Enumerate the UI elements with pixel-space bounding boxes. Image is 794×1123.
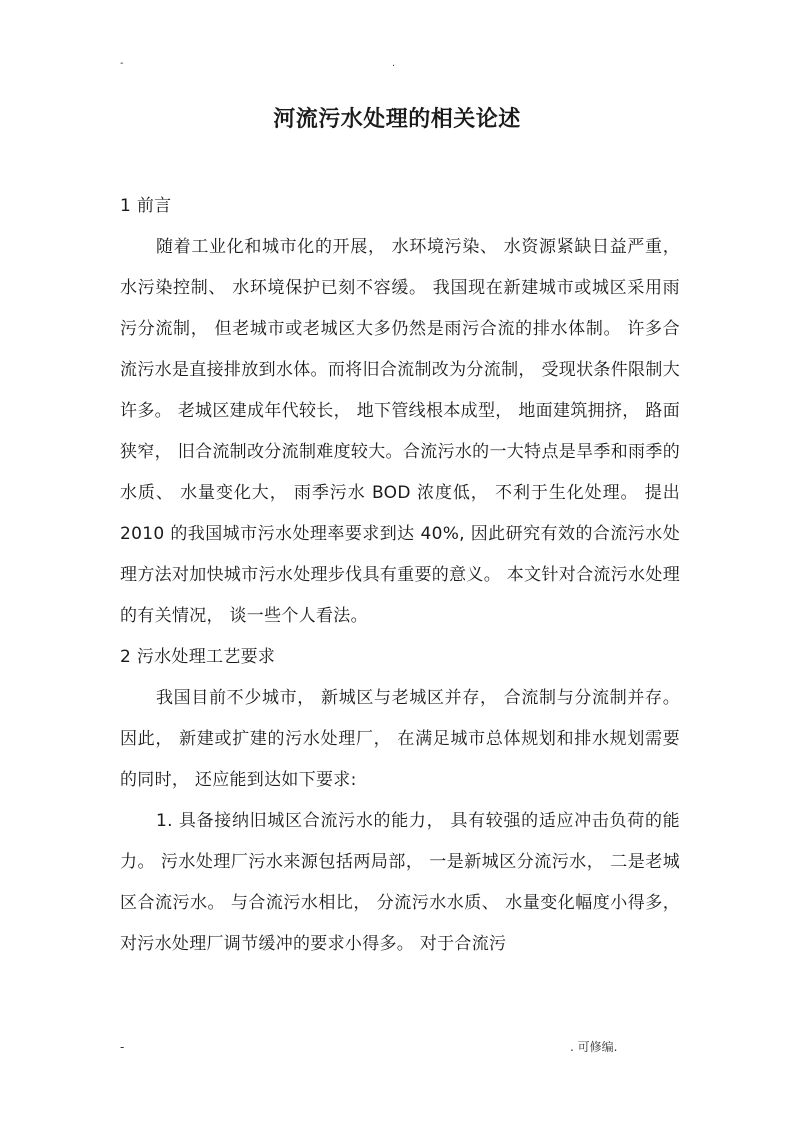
section-heading-process-requirements: 2 污水处理工艺要求 xyxy=(120,647,276,667)
document-body xyxy=(120,186,680,965)
paragraph-preface: 随着工业化和城市化的开展， 水环境污染、 水资源紧缺日益严重， 水污染控制、 水环境保护已刻不容缓。 我国现在新建城市或城区采用雨污分流制， 但老城市或老城区大多仍然是雨污合流的排水体制。 许多合流污水是直接排放到水体。而将旧合流制改为分流制， 受现状条件限制大许多。 老城区建成年代较长， 地下管线根本成型， 地面建筑拥挤， 路面狭窄， 旧合流制改分流制难度较大。合流污水的一大特点是旱季和雨季的水质、 水量变化大， 雨季污水 BOD 浓度低， 不利于生化处理。 提出 2010 的我国城市污水处理率要求到达 40%, 因此研究有效的合流污水处理方法对加快城市污水处理步伐具有重要的意义。 本文针对合流污水处理的有关情况， 谈一些个人看法。 xyxy=(120,237,680,626)
footer-left-mark: - xyxy=(120,1040,125,1054)
header-center-mark: . xyxy=(392,58,396,69)
section-heading-preface: 1 前言 xyxy=(120,196,172,216)
header-left-mark: - xyxy=(120,58,124,69)
paragraph-requirement-1: 1. 具备接纳旧城区合流污水的能力， 具有较强的适应冲击负荷的能力。 污水处理厂污水来源包括两局部， 一是新城区分流污水， 二是老城区合流污水。 与合流污水相比， 分流污水水质、 水量变化幅度小得多， 对污水处理厂调节缓冲的要求小得多。 对于合流污 xyxy=(120,811,680,954)
paragraph-process-intro: 我国目前不少城市， 新城区与老城区并存， 合流制与分流制并存。 因此， 新建或扩建的污水处理厂， 在满足城市总体规划和排水规划需要的同时， 还应能到达如下要求: xyxy=(120,688,680,790)
document-title: 河流污水处理的相关论述 xyxy=(273,107,521,132)
footer-editable-note: . 可修编. xyxy=(570,1040,618,1054)
